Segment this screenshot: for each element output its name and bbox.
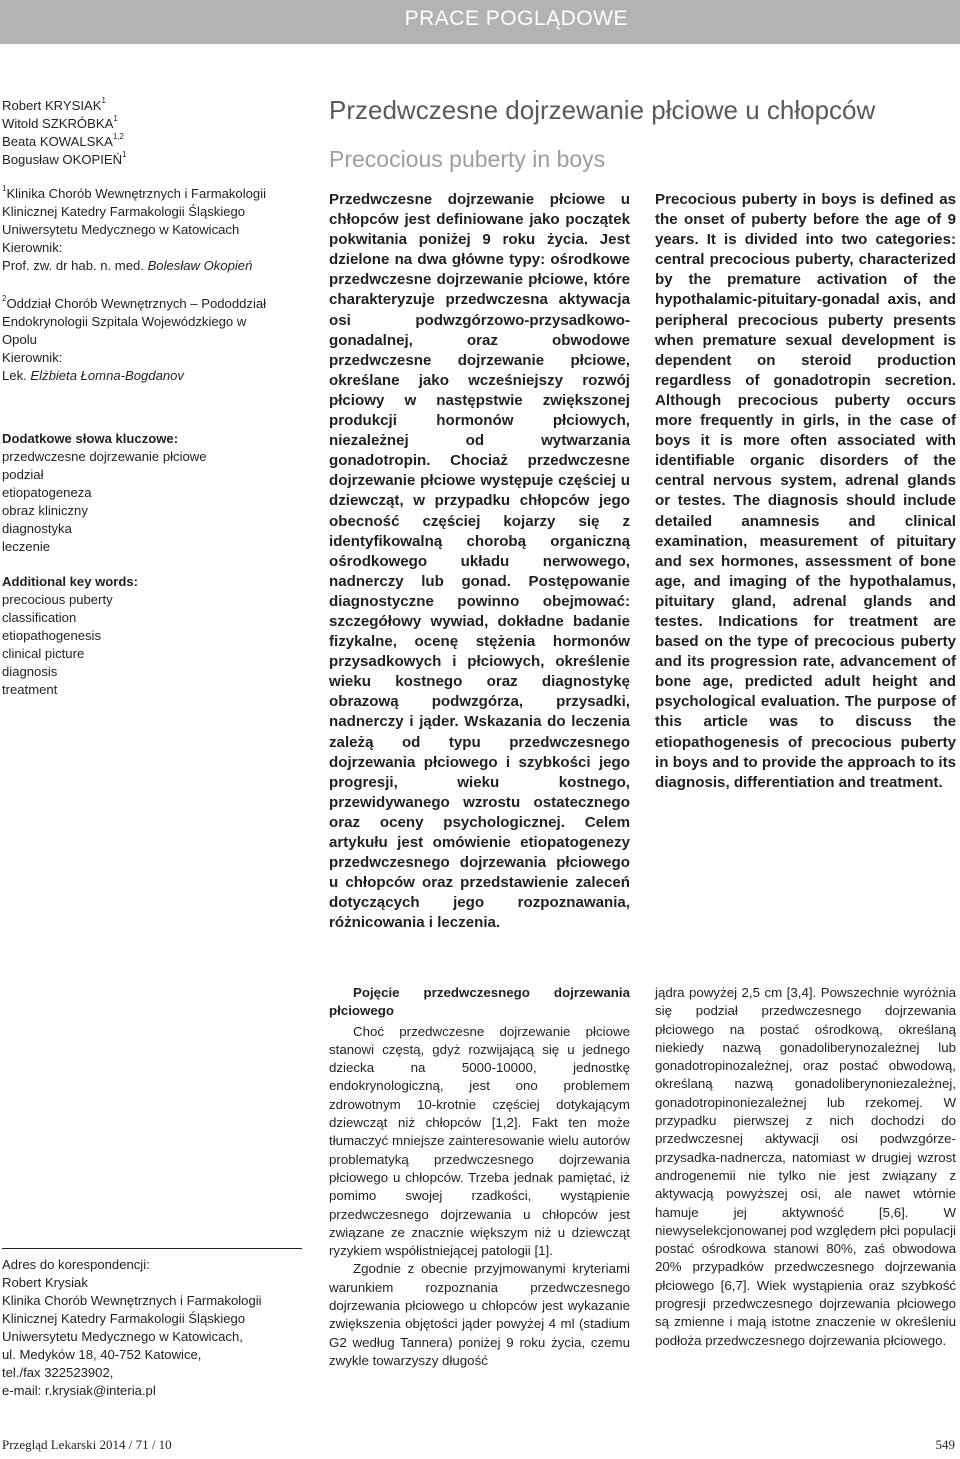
abstract-pl: Przedwczesne dojrzewanie płciowe u chłopców jest definiowane jako początek pokwitania poniżej 9 roku życia. Jest dzielone na dwa główne typy: ośrodkowe przedwczesne dojrzewanie płciowe, które charakteryzuje przedwczesna aktywacja osi podwzgórzowo-przysadkowo-gonadalnej, oraz obwodowe przedwczesne dojrzewanie płciowe, określane jako wcześniejszy rozwój płciowy w następstwie zwiększonej produkcji hormonów płciowych, niezależnej od wytwarzania gonadotropin. Chociaż przedwczesne dojrzewanie płciowe występuje częściej u dziewcząt, w przypadku chłopców jego obecność częściej kojarzy się z identyfikowalną chorobą organiczną ośrodkowego układu nerwowego, nadnerczy lub gonad. Postępowanie diagnostyczne powinno obejmować: szczegółowy wywiad, dokładne badanie fizykalne, ocenę stężenia hormonów przysadkowych i płciowych, określenie wieku kostnego oraz diagnostykę obrazową podwzgórza, przysadki, nadnerczy i jąder. Wskazania do leczenia zależą od typu przedwczesnego dojrzewania płciowego i szybkości jego progresji, wieku kostnego, przewidywanego wzrostu ostatecznego oraz oceny psychologicznej. Celem artykułu jest omówienie etiopatogenezy przedwczesnego dojrzewania płciowego u chłopców oraz przedstawienie zaleceń dotyczących jego rozpoznawania, różnicowania i leczenia. [329, 191, 630, 932]
affiliation-1: $^1$Klinika Chorób Wewnętrznych i Farmakologii Klinicznej Katedry Farmakologii Śląskiego Uniwersytetu Medycznego w Katowicach Kierownik: Prof. zw. dr hab. n. med. Bolesław Okopień [2, 184, 267, 273]
keywords-pl-title: Dodatkowe słowa kluczowe: [2, 431, 179, 446]
keywords-en-title: Additional key words: [2, 574, 139, 589]
author: Beata KOWALSKA$^{1,2}$ [2, 132, 124, 149]
section-banner [0, 0, 960, 44]
keyword: classification [2, 610, 77, 625]
paragraph: Zgodnie z obecnie przyjmowanymi kryteriami warunkiem rozpoznania przedwczesnego dojrzewania płciowego u chłopców jest wykazanie zwiększenia objętości jąder powyżej 4 ml (stadium G2 według Tannera) poniżej 9 roku życia, czemu zwykle towarzyszy długość [329, 1261, 630, 1368]
body-column-2 [655, 984, 956, 1350]
author: Bogusław OKOPIEŃ$^1$ [2, 150, 127, 167]
keyword: clinical picture [2, 646, 85, 661]
email-link: e-mail: r.krysiak@interia.pl [2, 1383, 156, 1398]
keyword: treatment [2, 682, 58, 697]
abstract-en: Precocious puberty in boys is defined as the onset of puberty before the age of 9 years. It is divided into two categories: central precocious puberty, characterized by the premature activation of the hypothalamic-pituitary-gonadal axis, and peripheral precocious puberty presents when premature sexual development is dependent on steroid production regardless of gonadotropin secretion. Although precocious puberty occurs more frequently in girls, in the case of boys it is more often associated with identifiable organic disorders of the central nervous system, adrenal glands or testes. The diagnosis should include detailed anamnesis and clinical examination, measurement of pituitary and sex hormones, assessment of bone age, and imaging of the hypothalamus, pituitary gland, adrenal glands and testes. Indications for treatment are based on the type of precocious puberty and its progression rate, advancement of bone age, predicted adult height and psychological evaluation. The purpose of this article was to discuss the etiopathogenesis of precocious puberty in boys and to provide the approach to its diagnosis, differentiation and treatment. [655, 191, 956, 791]
author: Witold SZKRÓBKA$^1$ [2, 114, 118, 131]
affiliation-2: $^2$Oddział Chorób Wewnętrznych – Pododdział Endokrynologii Szpitala Wojewódzkiego w Opolu Kierownik: Lek. Elżbieta Łomna-Bogdanov [2, 294, 267, 383]
article-title-pl: Przedwczesne dojrzewanie płciowe u chłopców [329, 95, 876, 125]
section-title: PRACE POGLĄDOWE [404, 7, 628, 30]
correspondence-address: Adres do korespondencji: Robert Krysiak Klinika Chorób Wewnętrznych i Farmakologii Klinicznej Katedry Farmakologii Śląskiego Uniwersytetu Medycznego w Katowicach, ul. Medyków 18, 40-752 Katowice, tel./fax 322523902, e-mail: r.krysiak@interia.pl [2, 1256, 320, 1400]
journal-footer: Przegląd Lekarski 2014 / 71 / 10 [2, 1437, 172, 1452]
article-title-en: Precocious puberty in boys [329, 146, 606, 172]
keyword: podział [2, 467, 44, 482]
paragraph: Choć przedwczesne dojrzewanie płciowe stanowi częstą, gdyż rozwijającą się u jednego dziecka na 5000-10000, jednostkę endokrynologiczną, jest ono problemem zdrowotnym 10-krotnie częściej dotykającym dziewcząt niż chłopców [1,2]. Fakt ten może tłumaczyć mniejsze zainteresowanie wielu autorów problematyką przedwczesnego dojrzewania płciowego u chłopców. Trzeba jednak pamiętać, iż pomimo swojej rzadkości, wystąpienie przedwczesnego dojrzewania u chłopców jest związane ze znacznie większym niż u dziewcząt ryzykiem współistniejącej patologii [1]. [329, 1023, 630, 1259]
paragraph: jądra powyżej 2,5 cm [3,4]. Powszechnie wyróżnia się podział przedwczesnego dojrzewania płciowego na postać ośrodkową, określaną niekiedy nazwą gonadoliberynozależnej lub gonadotropinozależnej, oraz postać obwodową, określaną nazwą gonadoliberynoniezależnej, gonadotropinoniezależnej lub rzekomej. W przypadku pierwszej z nich dochodzi do przedwczesnej aktywacji osi podwzgórze-przysadka-nadnercza, natomiast w drugiej wzrost androgenemii nie tylko nie jest związany z aktywacją powyższej osi, ale nawet wtórnie hamuje jej aktywność [5,6]. W niewyselekcjonowanej pod względem płci populacji postać ośrodkowa stanowi 80%, zaś obwodowa 20% przypadków przedwczesnego dojrzewania płciowego [6,7]. Wiek wystąpienia oraz szybkość progresji przedwczesnego dojrzewania płciowego są zmienne i mają istotne znaczenie w określeniu podłoża przedwczesnego dojrzewania płciowego. [655, 985, 956, 1348]
divider [2, 1248, 302, 1249]
page-number: 549 [935, 1437, 955, 1452]
section-heading: Pojęcie przedwczesnego dojrzewania płciowego [329, 985, 630, 1019]
keyword: przedwczesne dojrzewanie płciowe [2, 449, 207, 464]
keyword: leczenie [2, 539, 51, 554]
keyword: obraz kliniczny [2, 503, 88, 518]
author: Robert KRYSIAK$^1$ [2, 96, 106, 113]
keyword: etiopatogeneza [2, 485, 92, 500]
author-list [2, 97, 320, 169]
keywords-pl [2, 430, 320, 556]
body-column-1 [329, 984, 630, 1370]
keywords-en [2, 573, 320, 699]
keyword: diagnostyka [2, 521, 72, 536]
keyword: precocious puberty [2, 592, 113, 607]
keyword: etiopathogenesis [2, 628, 102, 643]
keyword: diagnosis [2, 664, 58, 679]
